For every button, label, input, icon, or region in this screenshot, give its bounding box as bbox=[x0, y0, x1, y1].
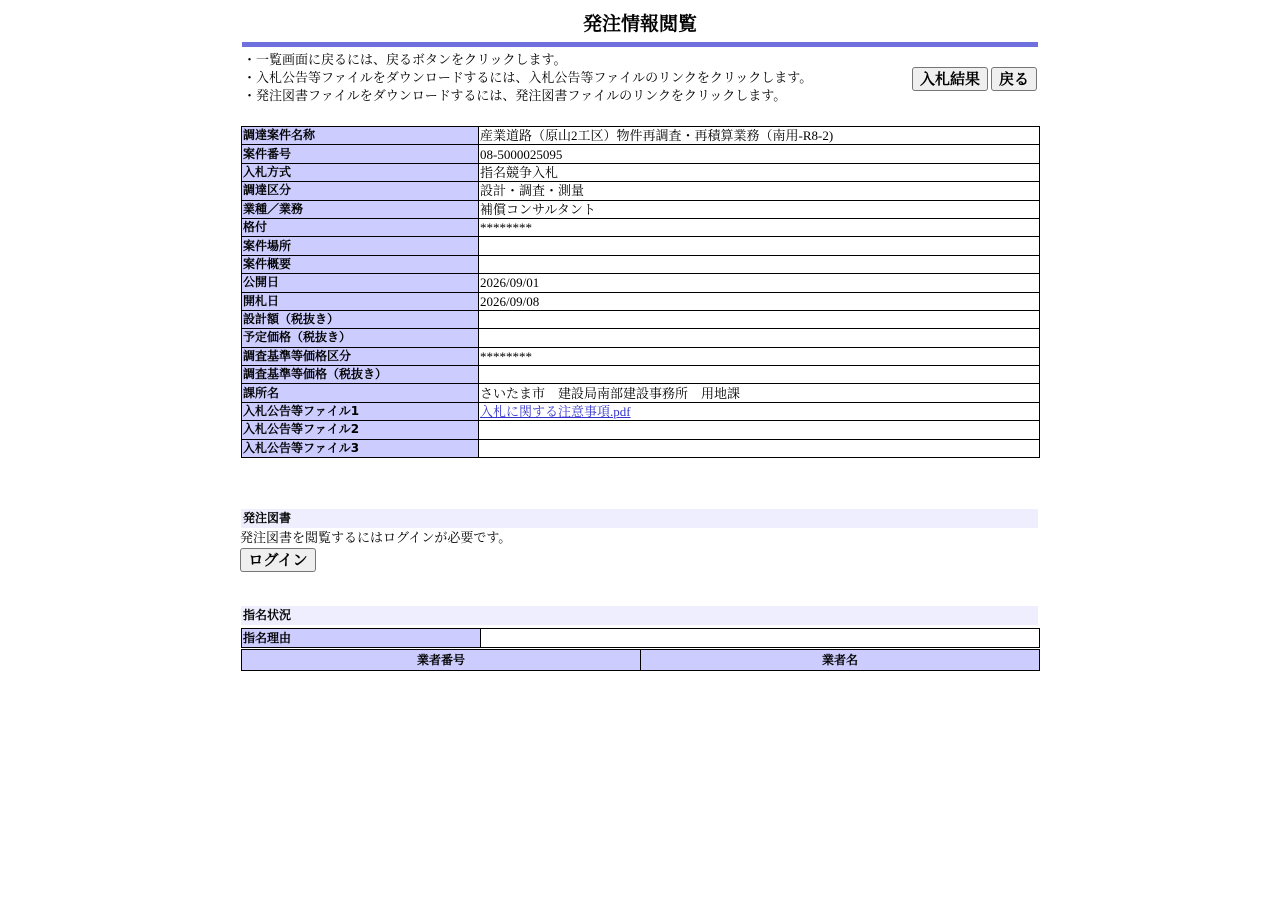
nomination-reason-label: 指名理由 bbox=[242, 629, 481, 648]
table-row bbox=[242, 237, 1040, 255]
field-label: 公開日 bbox=[242, 274, 479, 292]
field-value: 2026/09/08 bbox=[479, 292, 1040, 310]
title-divider bbox=[242, 42, 1038, 47]
field-value bbox=[479, 255, 1040, 273]
table-row bbox=[242, 127, 1040, 145]
table-row bbox=[242, 145, 1040, 163]
table-row bbox=[242, 218, 1040, 236]
field-value: 補償コンサルタント bbox=[479, 200, 1040, 218]
bid-notice-file-1-link[interactable]: 入札に関する注意事項.pdf bbox=[480, 404, 631, 420]
field-label: 業種／業務 bbox=[242, 200, 479, 218]
field-label: 調達区分 bbox=[242, 182, 479, 200]
field-label: 案件概要 bbox=[242, 255, 479, 273]
table-row bbox=[242, 255, 1040, 273]
field-value: ******** bbox=[479, 218, 1040, 236]
field-label: 調査基準等価格（税抜き） bbox=[242, 366, 479, 384]
table-row bbox=[242, 439, 1040, 457]
field-value bbox=[479, 237, 1040, 255]
column-header-vendor-number: 業者番号 bbox=[242, 650, 641, 671]
bid-results-button[interactable]: 入札結果 bbox=[912, 67, 988, 91]
instruction-line: ・発注図書ファイルをダウンロードするには、発注図書ファイルのリンクをクリックします。 bbox=[243, 89, 787, 104]
field-label: 課所名 bbox=[242, 384, 479, 402]
field-value bbox=[479, 402, 1040, 420]
table-row bbox=[242, 384, 1040, 402]
column-header-vendor-name: 業者名 bbox=[641, 650, 1040, 671]
field-value bbox=[479, 421, 1040, 439]
field-label: 案件場所 bbox=[242, 237, 479, 255]
back-button[interactable]: 戻る bbox=[991, 67, 1037, 91]
field-label: 案件番号 bbox=[242, 145, 479, 163]
field-value: 指名競争入札 bbox=[479, 163, 1040, 181]
field-label: 開札日 bbox=[242, 292, 479, 310]
table-row bbox=[242, 163, 1040, 181]
table-row bbox=[242, 421, 1040, 439]
table-row bbox=[242, 329, 1040, 347]
field-value: 08-5000025095 bbox=[479, 145, 1040, 163]
nomination-section-heading: 指名状況 bbox=[241, 606, 1038, 625]
table-row bbox=[242, 347, 1040, 365]
field-label: 入札公告等ファイル1 bbox=[242, 402, 479, 420]
field-label: 入札公告等ファイル3 bbox=[242, 439, 479, 457]
nomination-reason-table bbox=[241, 628, 1040, 648]
table-header-row bbox=[242, 650, 1040, 671]
field-label: 入札方式 bbox=[242, 163, 479, 181]
field-value: さいたま市 建設局南部建設事務所 用地課 bbox=[479, 384, 1040, 402]
field-value: ******** bbox=[479, 347, 1040, 365]
order-details-table bbox=[241, 126, 1040, 458]
table-row bbox=[242, 274, 1040, 292]
field-value: 産業道路（原山2工区）物件再調査・再積算業務（南用-R8-2) bbox=[479, 127, 1040, 145]
field-label: 調査基準等価格区分 bbox=[242, 347, 479, 365]
field-label: 調達案件名称 bbox=[242, 127, 479, 145]
table-row bbox=[242, 200, 1040, 218]
field-value: 設計・調査・測量 bbox=[479, 182, 1040, 200]
table-row bbox=[242, 629, 1040, 648]
field-label: 格付 bbox=[242, 218, 479, 236]
field-value bbox=[479, 310, 1040, 328]
field-label: 予定価格（税抜き） bbox=[242, 329, 479, 347]
table-row bbox=[242, 402, 1040, 420]
field-value bbox=[479, 439, 1040, 457]
field-label: 設計額（税抜き） bbox=[242, 310, 479, 328]
instructions bbox=[243, 52, 883, 106]
page-title: 発注情報閲覧 bbox=[582, 13, 697, 35]
field-value: 2026/09/01 bbox=[479, 274, 1040, 292]
nomination-reason-value bbox=[481, 629, 1040, 648]
field-label: 入札公告等ファイル2 bbox=[242, 421, 479, 439]
table-row bbox=[242, 292, 1040, 310]
drawings-section-heading: 発注図書 bbox=[241, 509, 1038, 528]
instruction-line: ・入札公告等ファイルをダウンロードするには、入札公告等ファイルのリンクをクリックします。 bbox=[243, 71, 813, 86]
instruction-line: ・一覧画面に戻るには、戻るボタンをクリックします。 bbox=[243, 53, 567, 68]
field-value bbox=[479, 329, 1040, 347]
table-row bbox=[242, 310, 1040, 328]
table-row bbox=[242, 182, 1040, 200]
drawings-login-note: 発注図書を閲覧するにはログインが必要です。 bbox=[240, 531, 512, 546]
vendors-table bbox=[241, 649, 1040, 671]
login-button[interactable]: ログイン bbox=[240, 548, 316, 572]
field-value bbox=[479, 366, 1040, 384]
table-row bbox=[242, 366, 1040, 384]
